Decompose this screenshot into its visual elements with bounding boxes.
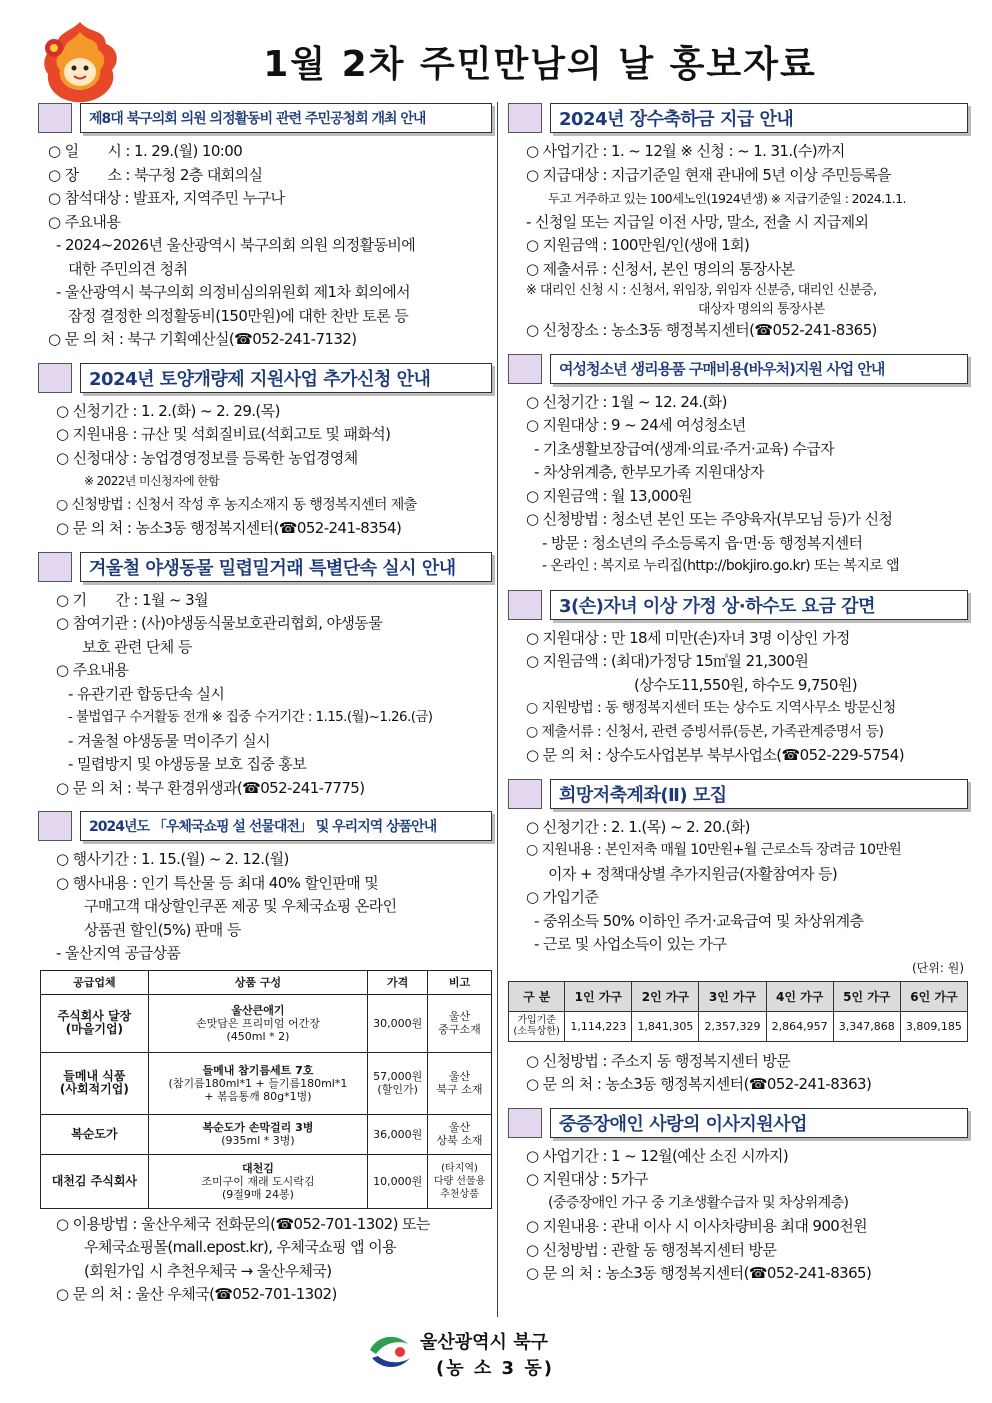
page-title: 1월 2차 주민만남의 날 홍보자료	[263, 44, 817, 85]
text-line: ○ 일 시 : 1. 29.(월) 10:00	[48, 142, 243, 160]
text-line: ○ 지원금액 : 월 13,000원	[526, 486, 692, 505]
text-line: ○ 지원금액 : (최대)가정당 15㎥월 21,300원	[526, 652, 809, 670]
table-cell: 복순도가	[41, 1114, 149, 1154]
right-column	[508, 102, 968, 1286]
table-cell: 57,000원 (할인가)	[368, 1052, 428, 1114]
text-line: - 온라인 : 복지로 누리집(http://bokjiro.go.kr) 또는 복지로 앱	[542, 558, 900, 574]
table-header: 6인 가구	[900, 981, 967, 1011]
product-name: 대천김	[242, 1161, 274, 1175]
text-line: - 울산지역 공급상품	[56, 944, 181, 962]
text-line: ○ 신청방법 : 주소지 동 행정복지센터 방문	[526, 1051, 791, 1070]
text-line: - 겨울철 야생동물 먹이주기 실시	[68, 731, 271, 750]
text-line: (상수도11,550원, 하수도 9,750원)	[634, 675, 857, 694]
org-name: 울산광역시 북구	[420, 1332, 548, 1353]
text-line: ○ 사업기간 : 1. ~ 12월 ※ 신청 : ~ 1. 31.(수)까지	[526, 142, 845, 160]
text-line: ○ 문 의 처 : 농소3동 행정복지센터(☎052-241-8365)	[526, 1264, 872, 1282]
text-line: 잠정 결정한 의정활동비(150만원)에 대한 찬반 토론 등	[68, 306, 409, 325]
table-row	[41, 1052, 492, 1114]
product-detail: (참기름180ml*1 + 들기름180ml*1 + 볶음통깨 80g*1병)	[168, 1076, 348, 1103]
text-line: ○ 참석대상 : 발표자, 지역주민 누구나	[48, 189, 285, 207]
bukgu-logo-icon	[366, 1328, 414, 1376]
section-marker	[508, 1108, 542, 1138]
text-line: ○ 지원방법 : 동 행정복지센터 또는 상수도 지역사무소 방문신청	[526, 700, 896, 716]
table-cell: 들메내 식품 (사회적기업)	[41, 1052, 149, 1114]
table-row	[509, 1011, 968, 1041]
section-marker	[38, 552, 72, 582]
text-line: ○ 기 간 : 1월 ~ 3월	[56, 590, 208, 609]
table-cell	[148, 994, 367, 1052]
section-marker	[38, 811, 72, 841]
section-hope-savings	[508, 778, 968, 810]
text-line: ○ 문 의 처 : 북구 환경위생과(☎052-241-7775)	[56, 778, 365, 797]
text-line: - 기초생활보장급여(생계·의료·주거·교육) 수급자	[534, 439, 835, 458]
text-line: ○ 지원내용 : 규산 및 석회질비료(석회고토 및 패화석)	[56, 425, 391, 443]
section-title: 중증장애인 사랑의 이사지원사업	[550, 1108, 968, 1138]
section-post-shopping	[38, 810, 492, 842]
product-detail: (935ml * 3병)	[221, 1134, 295, 1147]
table-header: 비고	[428, 970, 492, 994]
text-line: 구매고객 대상할인쿠폰 제공 및 우체국쇼핑 온라인	[84, 897, 397, 915]
section-moving-support	[508, 1107, 968, 1139]
text-line: 두고 거주하고 있는 100세노인(1924년생) ※ 지급기준일 : 2024.1.1.	[548, 191, 906, 206]
text-line: ○ 문 의 처 : 농소3동 행정복지센터(☎052-241-8363)	[526, 1075, 872, 1093]
table-header: 가격	[368, 970, 428, 994]
section-title: 3(손)자녀 이상 가정 상·하수도 요금 감면	[550, 590, 968, 620]
product-name: 울산큰애기	[231, 1003, 285, 1017]
text-line: ○ 신청기간 : 1월 ~ 12. 24.(화)	[526, 392, 727, 411]
text-line: 상품권 할인(5%) 판매 등	[84, 920, 241, 939]
section-marker	[508, 779, 542, 809]
section-title: 2024년 토양개량제 지원사업 추가신청 안내	[80, 363, 492, 393]
section-title: 겨울철 야생동물 밀렵밀거래 특별단속 실시 안내	[80, 552, 492, 582]
text-line: ○ 행사내용 : 인기 특산물 등 최대 40% 할인판매 및	[56, 873, 379, 892]
table-cell	[148, 1052, 367, 1114]
text-line: ○ 지급대상 : 지급기준일 현재 관내에 5년 이상 주민등록을	[526, 165, 891, 184]
mascot-image	[34, 18, 126, 110]
table-cell: 울산 상북 소재	[428, 1114, 492, 1154]
text-line: ○ 신청방법 : 청소년 본인 또는 주양육자(부모님 등)가 신청	[526, 510, 893, 528]
text-line: ○ 이용방법 : 울산우체국 전화문의(☎052-701-1302) 또는	[56, 1214, 430, 1233]
section-sanitary-voucher	[508, 353, 968, 385]
text-line: - 유관기관 합동단속 실시	[68, 684, 225, 703]
table-cell	[148, 1114, 367, 1154]
table-row	[41, 1114, 492, 1154]
text-line: ○ 지원내용 : 본인저축 매월 10만원+월 근로소득 장려금 10만원	[526, 842, 902, 858]
text-line: ○ 제출서류 : 신청서, 관련 증빙서류(등본, 가족관계증명서 등)	[526, 723, 884, 740]
text-line: ○ 신청대상 : 농업경영정보를 등록한 농업경영체	[56, 448, 358, 467]
product-detail: 손맛담은 프리미엄 어간장 (450ml * 2)	[196, 1016, 320, 1043]
table-cell: 1,114,223	[565, 1011, 632, 1041]
text-line: ○ 문 의 처 : 북구 기획예산실(☎052-241-7132)	[48, 330, 357, 348]
table-cell: 1,841,305	[632, 1011, 699, 1041]
text-line: - 신청일 또는 지급일 이전 사망, 말소, 전출 시 지급제외	[526, 212, 869, 231]
table-cell: 3,347,868	[833, 1011, 900, 1041]
table-header: 4인 가구	[766, 981, 833, 1011]
section-title: 2024년 장수축하금 지급 안내	[550, 103, 968, 133]
text-line: - 밀렵방지 및 야생동물 보호 집중 홍보	[68, 755, 307, 773]
section-marker	[38, 363, 72, 393]
footer	[0, 1322, 992, 1392]
text-line: - 2024~2026년 울산광역시 북구의회 의원 의정활동비에	[56, 236, 416, 254]
table-row	[41, 994, 492, 1052]
text-line: ○ 행사기간 : 1. 15.(월) ~ 2. 12.(월)	[56, 850, 289, 868]
table-cell: 36,000원	[368, 1114, 428, 1154]
section-wildlife-crackdown	[38, 551, 492, 583]
section-water-fee-reduction	[508, 589, 968, 621]
text-line: 이자 + 정책대상별 추가지원금(자활참여자 등)	[548, 864, 838, 883]
text-line: ○ 지원금액 : 100만원/인(생애 1회)	[526, 236, 750, 254]
text-line: ○ 신청기간 : 2. 1.(목) ~ 2. 20.(화)	[526, 817, 750, 836]
text-line: ○ 참여기관 : (사)야생동식물보호관리협회, 야생동물	[56, 614, 383, 632]
text-line: - 중위소득 50% 이하인 주거·교육급여 및 차상위계층	[534, 911, 864, 930]
text-line: ○ 주요내용	[56, 661, 129, 679]
table-header: 3인 가구	[699, 981, 766, 1011]
table-cell	[148, 1154, 367, 1208]
section-title: 2024년도 「우체국쇼핑 설 선물대전」 및 우리지역 상품안내	[80, 811, 492, 841]
product-table	[40, 970, 492, 1209]
table-cell: 2,357,329	[699, 1011, 766, 1041]
section-marker	[508, 354, 542, 384]
text-line: ○ 장 소 : 북구청 2층 대회의실	[48, 165, 263, 184]
text-line: ○ 가입기준	[526, 888, 599, 906]
income-table	[508, 981, 968, 1042]
text-line: ○ 문 의 처 : 상수도사업본부 북부사업소(☎052-229-5754)	[526, 746, 904, 764]
text-line: - 불법엽구 수거활동 전개 ※ 집중 수거기간 : 1.15.(월)~1.26.(금)	[68, 709, 433, 725]
section-soil-support	[38, 362, 492, 394]
table-cell: 대천김 주식회사	[41, 1154, 149, 1208]
text-line: 보호 관련 단체 등	[82, 637, 192, 656]
text-line: ○ 주요내용	[48, 212, 121, 231]
text-line: - 방문 : 청소년의 주소등록지 읍·면·동 행정복지센터	[542, 533, 863, 552]
table-header: 구 분	[509, 981, 565, 1011]
table-cell: 10,000원	[368, 1154, 428, 1208]
table-cell: 주식회사 달장 (마을기업)	[41, 994, 149, 1052]
text-line: (회원가입 시 추천우체국 → 울산우체국)	[84, 1261, 332, 1280]
table-header: 공급업체	[41, 970, 149, 994]
table-cell: 3,809,185	[900, 1011, 967, 1041]
text-line: ○ 제출서류 : 신청서, 본인 명의의 통장사본	[526, 259, 795, 278]
text-line: - 울산광역시 북구의회 의정비심의위원회 제1차 회의에서	[56, 283, 411, 301]
text-line: - 차상위계층, 한부모가족 지원대상자	[534, 463, 764, 481]
table-header: 5인 가구	[833, 981, 900, 1011]
section-marker	[508, 103, 542, 133]
text-line: - 근로 및 사업소득이 있는 가구	[534, 935, 727, 953]
product-name: 들메내 참기름세트 7호	[202, 1063, 314, 1077]
text-line: ※ 2022년 미신청자에 한함	[84, 474, 220, 488]
text-line: ※ 대리인 신청 시 : 신청서, 위임장, 위임자 신분증, 대리인 신분증,	[526, 283, 877, 298]
left-column	[38, 102, 492, 1307]
table-row	[41, 1154, 492, 1208]
dept-name: (농 소 3 동)	[436, 1358, 554, 1379]
text-line: ○ 문 의 처 : 울산 우체국(☎052-701-1302)	[56, 1285, 337, 1303]
product-detail: 조미구이 재래 도시락김 (9절9매 24봉)	[201, 1174, 315, 1201]
text-line: ○ 지원내용 : 관내 이사 시 이사차량비용 최대 900천원	[526, 1217, 868, 1235]
table-header: 1인 가구	[565, 981, 632, 1011]
section-title: 희망저축계좌(Ⅱ) 모집	[550, 779, 968, 809]
section-council-hearing	[38, 102, 492, 134]
text-line: 대상자 명의의 통장사본	[698, 302, 825, 317]
table-cell: 울산 중구소재	[428, 994, 492, 1052]
text-line: ○ 신청기간 : 1. 2.(화) ~ 2. 29.(목)	[56, 401, 280, 420]
text-line: ○ 신청방법 : 관할 동 행정복지센터 방문	[526, 1240, 777, 1259]
table-header: 2인 가구	[632, 981, 699, 1011]
text-line: ○ 지원대상 : 5가구	[526, 1170, 648, 1188]
text-line: ○ 신청방법 : 신청서 작성 후 농지소재지 동 행정복지센터 제출	[56, 496, 417, 513]
product-name: 복순도가 손막걸리 3병	[202, 1121, 314, 1134]
table-header: 상품 구성	[148, 970, 367, 994]
table-cell: 울산 북구 소재	[428, 1052, 492, 1114]
text-line: ○ 문 의 처 : 농소3동 행정복지센터(☎052-241-8354)	[56, 519, 402, 537]
column-divider	[497, 102, 498, 1317]
text-line: ○ 사업기간 : 1 ~ 12월(예산 소진 시까지)	[526, 1146, 789, 1165]
table-cell: (타지역) 다량 선물용 추천상품	[428, 1154, 492, 1208]
text-line: (중증장애인 가구 중 기초생활수급자 및 차상위계층)	[548, 1194, 849, 1211]
text-line: ○ 지원대상 : 9 ~ 24세 여성청소년	[526, 416, 746, 434]
section-marker	[508, 590, 542, 620]
section-longevity-grant	[508, 102, 968, 134]
unit-label: (단위: 원)	[912, 960, 964, 975]
table-cell: 가입기준 (소득상한)	[509, 1011, 565, 1041]
table-cell: 30,000원	[368, 994, 428, 1052]
section-title: 여성청소년 생리용품 구매비용(바우처)지원 사업 안내	[550, 354, 968, 384]
text-line: ○ 신청장소 : 농소3동 행정복지센터(☎052-241-8365)	[526, 321, 877, 339]
section-marker	[38, 103, 72, 133]
text-line: 대한 주민의견 청취	[68, 259, 188, 278]
section-title: 제8대 북구의회 의원 의정활동비 관련 주민공청회 개최 안내	[80, 103, 492, 133]
text-line: ○ 지원대상 : 만 18세 미만(손)자녀 3명 이상인 가정	[526, 628, 850, 647]
text-line: 우체국쇼핑몰(mall.epost.kr), 우체국쇼핑 앱 이용	[84, 1238, 396, 1256]
table-cell: 2,864,957	[766, 1011, 833, 1041]
